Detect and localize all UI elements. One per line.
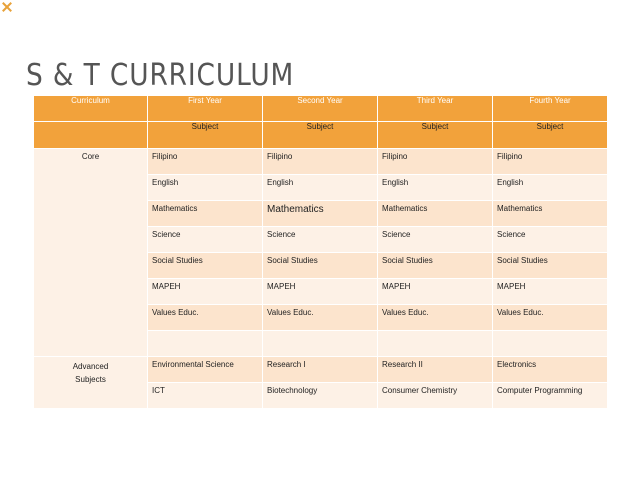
table-cell: Mathematics — [378, 201, 493, 227]
table-cell: English — [148, 175, 263, 201]
table-subheader-row — [34, 122, 608, 149]
table-cell: English — [378, 175, 493, 201]
table-cell — [148, 331, 263, 357]
decorative-x-mark — [2, 2, 12, 12]
table-cell: Consumer Chemistry — [378, 383, 493, 409]
table-cell: English — [493, 175, 608, 201]
table-cell: Science — [263, 227, 378, 253]
table-header-row — [34, 96, 608, 122]
table-cell: Biotechnology — [263, 383, 378, 409]
subheader-subject: Subject — [378, 122, 493, 149]
table-cell: Mathematics — [148, 201, 263, 227]
table-cell: Social Studies — [378, 253, 493, 279]
table-cell: Filipino — [148, 149, 263, 175]
header-curriculum: Curriculum — [34, 96, 148, 122]
table-cell: Values Educ. — [148, 305, 263, 331]
table-cell: Science — [378, 227, 493, 253]
curriculum-table — [33, 95, 608, 409]
table-cell: Values Educ. — [378, 305, 493, 331]
table-cell: Filipino — [263, 149, 378, 175]
table-cell: Mathematics — [263, 201, 378, 227]
group-label-line: Advanced — [72, 362, 109, 371]
table-cell: Research II — [378, 357, 493, 383]
table-cell: English — [263, 175, 378, 201]
table-cell — [263, 331, 378, 357]
table-cell: Social Studies — [493, 253, 608, 279]
table-cell: Computer Programming — [493, 383, 608, 409]
table-cell: Mathematics — [493, 201, 608, 227]
table-cell: Science — [148, 227, 263, 253]
table-cell: MAPEH — [148, 279, 263, 305]
table-cell: Social Studies — [263, 253, 378, 279]
header-first-year: First Year — [148, 96, 263, 122]
subheader-subject: Subject — [493, 122, 608, 149]
group-label-core: Core — [34, 149, 148, 357]
header-second-year: Second Year — [263, 96, 378, 122]
table-cell: Electronics — [493, 357, 608, 383]
subheader-subject: Subject — [263, 122, 378, 149]
subheader-subject: Subject — [148, 122, 263, 149]
group-label-advanced — [34, 357, 148, 409]
table-cell: MAPEH — [378, 279, 493, 305]
group-label-line: Subjects — [75, 375, 106, 384]
table-row — [34, 357, 608, 383]
header-fourth-year: Fourth Year — [493, 96, 608, 122]
table-row — [34, 149, 608, 175]
table-cell: Environmental Science — [148, 357, 263, 383]
table-cell — [493, 331, 608, 357]
table-cell: Science — [493, 227, 608, 253]
header-third-year: Third Year — [378, 96, 493, 122]
table-cell: Filipino — [493, 149, 608, 175]
slide-title: S & T CURRICULUM — [26, 58, 295, 94]
table-cell — [378, 331, 493, 357]
subheader-spacer — [34, 122, 148, 149]
table-cell: Social Studies — [148, 253, 263, 279]
table-cell: ICT — [148, 383, 263, 409]
table-cell: Values Educ. — [493, 305, 608, 331]
table-cell: Research I — [263, 357, 378, 383]
table-cell: Values Educ. — [263, 305, 378, 331]
table-cell: Filipino — [378, 149, 493, 175]
table-cell: MAPEH — [493, 279, 608, 305]
table-cell: MAPEH — [263, 279, 378, 305]
